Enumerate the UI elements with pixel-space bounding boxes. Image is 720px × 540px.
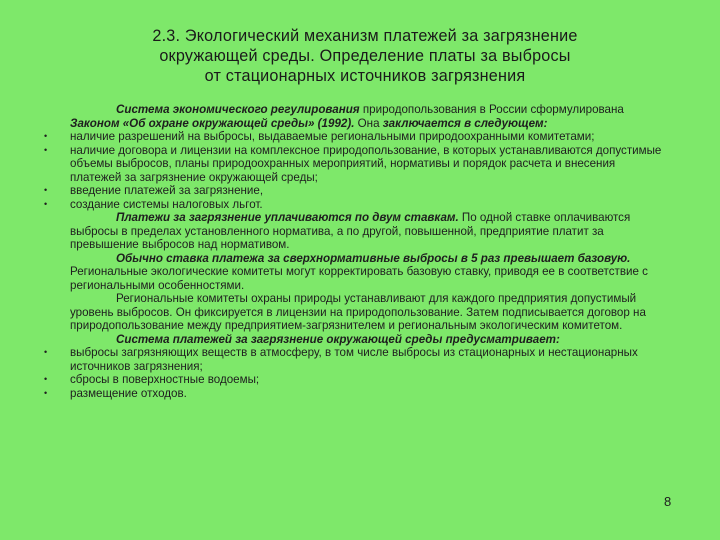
bullet-list-regulation — [44, 130, 666, 211]
title-line-2: окружающей среды. Определение платы за выбросы — [159, 47, 571, 65]
payments-text: По одной ставке оплачиваются выбросы в пределах установленного норматива, а по другой, повышенной, предприятие платит за превышение выбросов над нормативом. — [70, 211, 631, 251]
intro-text-1: природопользования в России сформулирована — [359, 103, 624, 116]
system-paragraph — [70, 333, 666, 347]
intro-em-1: Система экономического регулирования — [116, 103, 360, 116]
list-item-text: сбросы в поверхностные водоемы; — [70, 373, 260, 386]
payments-em: Платежи за загрязнение уплачиваются по двум ставкам. — [116, 211, 459, 224]
slide-body — [44, 103, 666, 400]
title-line-1: 2.3. Экологический механизм платежей за загрязнение — [152, 27, 578, 45]
list-item — [44, 197, 666, 212]
bullet-list-payments — [44, 346, 666, 400]
intro-em-law: Законом «Об охране окружающей среды» (1992). — [70, 116, 355, 130]
bullet-icon: • — [44, 387, 48, 398]
list-item — [44, 386, 666, 401]
list-item — [44, 143, 666, 185]
slide-title — [70, 26, 660, 86]
bullet-icon: • — [44, 131, 48, 141]
intro-em-3: заключается в следующем: — [382, 116, 548, 130]
bullet-icon: • — [44, 347, 48, 357]
list-item-text: выбросы загрязняющих веществ в атмосферу, в том числе выбросы из стационарных и нестационарных источников загрязнения; — [70, 346, 638, 373]
committees-paragraph: Региональные комитеты охраны природы устанавливают для каждого предприятия допустимый уровень выбросов. Он фиксируется в лицензии на природопользование. Затем подписывается договор на природопользование между предприятием-загрязнителем и региональным экологическим комитетом. — [70, 292, 646, 332]
list-item — [44, 346, 666, 373]
bullet-icon: • — [44, 198, 48, 209]
system-em: Система платежей за загрязнение окружающей среды предусматривает: — [116, 332, 560, 346]
payments-paragraph — [70, 211, 666, 252]
rate-paragraph — [70, 252, 666, 293]
list-item-text: размещение отходов. — [70, 386, 187, 400]
intro-paragraph — [70, 103, 666, 130]
list-item-text: наличие разрешений на выбросы, выдаваемые региональными природоохранными комитетами; — [70, 130, 595, 143]
list-item-text: введение платежей за загрязнение, — [70, 184, 264, 197]
page-number: 8 — [664, 494, 672, 509]
bullet-icon: • — [44, 144, 48, 155]
bullet-icon: • — [44, 374, 48, 384]
list-item — [44, 130, 666, 144]
list-item — [44, 184, 666, 198]
list-item — [44, 373, 666, 387]
rate-em: Обычно ставка платежа за сверхнормативные выбросы в 5 раз превышает базовую. — [116, 251, 631, 265]
list-item-text: наличие договора и лицензии на комплексное природопользование, в которых устанавливаются допустимые объемы выбросов, планы природоохранных мероприятий, нормативы и порядок расчета и внесения платежей за загрязнение окружающей среды; — [70, 143, 662, 184]
bullet-icon: • — [44, 185, 48, 195]
list-item-text: создание системы налоговых льгот. — [70, 197, 263, 211]
rate-text: Региональные экологические комитеты могут корректировать базовую ставку, приводя ее в соответствие с региональными особенностями. — [70, 265, 648, 292]
intro-text-2: Она — [354, 116, 383, 130]
title-line-3: от стационарных источников загрязнения — [204, 67, 526, 85]
